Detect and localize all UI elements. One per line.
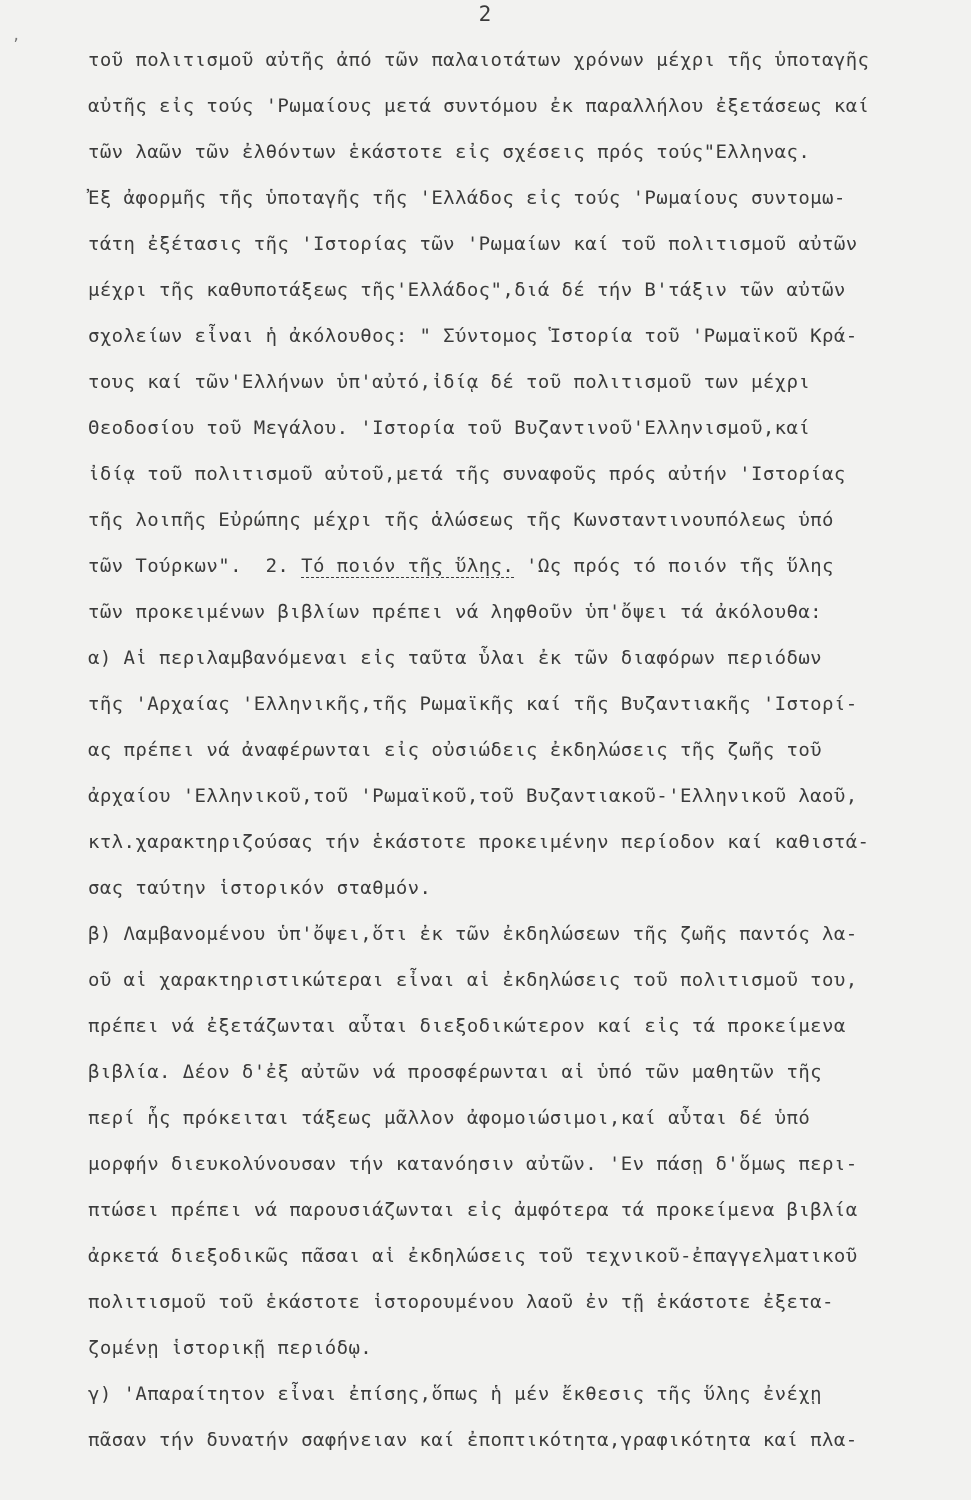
text-line: κτλ.χαρακτηριζούσας τήν ἑκάστοτε προκειμένην περίοδον καί καθιστά-: [88, 831, 870, 853]
text-line: τῶν προκειμένων βιβλίων πρέπει νά ληφθοῦν ὑπ'ὄψει τά ἀκόλουθα:: [88, 601, 823, 623]
text-line: σας ταύτην ἱστορικόν σταθμόν.: [88, 877, 432, 899]
text-line: σχολείων εἶναι ἡ ἀκόλουθος: " Σύντομος Ἱστορία τοῦ 'Ρωμαϊκοῦ Κρά-: [88, 325, 858, 347]
text-line: τῆς 'Αρχαίας 'Ελληνικῆς,τῆς Ρωμαϊκῆς καί τῆς Βυζαντιακῆς 'Ιστορί-: [88, 693, 858, 715]
text-line: β) Λαμβανομένου ὑπ'ὄψει,ὅτι ἐκ τῶν ἐκδηλώσεων τῆς ζωῆς παντός λα-: [88, 923, 858, 945]
page-number: 2: [478, 2, 493, 26]
text-line: Ἐξ ἀφορμῆς τῆς ὑποταγῆς τῆς 'Ελλάδος εἰς τούς 'Ρωμαίους συντομω-: [88, 187, 846, 209]
text-line: ἀρκετά διεξοδικῶς πᾶσαι αἱ ἐκδηλώσεις τοῦ τεχνικοῦ-ἐπαγγελματικοῦ: [88, 1245, 858, 1267]
text-line: τους καί τῶν'Ελλήνων ὑπ'αὐτό,ἰδίᾳ δέ τοῦ πολιτισμοῦ των μέχρι: [88, 371, 811, 393]
section-heading: Τό ποιόν τῆς ὕλης.: [301, 555, 515, 577]
corner-mark: ,: [12, 28, 21, 44]
text-line: α) Αἱ περιλαμβανόμεναι εἰς ταῦτα ὗλαι ἐκ τῶν διαφόρων περιόδων: [88, 647, 823, 669]
text-line: αὐτῆς εἰς τούς 'Ρωμαίους μετά συντόμου ἐκ παραλλήλου ἐξετάσεως καί: [88, 95, 870, 117]
text-line: ζομένῃ ἱστορικῇ περιόδῳ.: [88, 1337, 373, 1359]
text-line: τοῦ πολιτισμοῦ αὐτῆς ἀπό τῶν παλαιοτάτων χρόνων μέχρι τῆς ὑποταγῆς: [88, 49, 870, 71]
text-line: πτώσει πρέπει νά παρουσιάζωνται εἰς ἀμφότερα τά προκείμενα βιβλία: [88, 1199, 858, 1221]
text-line: τάτη ἐξέτασις τῆς 'Ιστορίας τῶν 'Ρωμαίων καί τοῦ πολιτισμοῦ αὐτῶν: [88, 233, 858, 255]
text-line: μορφήν διευκολύνουσαν τήν κατανόησιν αὐτῶν. 'Εν πάσῃ δ'ὅμως περι-: [88, 1153, 858, 1175]
text-line: τῶν λαῶν τῶν ἐλθόντων ἑκάστοτε εἰς σχέσεις πρός τούς"Ελληνας.: [88, 141, 811, 163]
text-line-with-heading: τῶν Τούρκων". 2. Τό ποιόν τῆς ὕλης. 'Ως πρός τό ποιόν τῆς ὕλης: [88, 555, 834, 577]
text-line: ας πρέπει νά ἀναφέρωνται εἰς οὐσιώδεις ἐκδηλώσεις τῆς ζωῆς τοῦ: [88, 739, 823, 761]
text-line: περί ἧς πρόκειται τάξεως μᾶλλον ἀφομοιώσιμοι,καί αὗται δέ ὑπό: [88, 1107, 811, 1129]
text-line: τῆς λοιπῆς Εὐρώπης μέχρι τῆς ἁλώσεως τῆς Κωνσταντινουπόλεως ὑπό: [88, 509, 834, 531]
text-line: γ) 'Απαραίτητον εἶναι ἐπίσης,ὅπως ἡ μέν ἔκθεσις τῆς ὕλης ἐνέχῃ: [88, 1383, 823, 1405]
text-line: Θεοδοσίου τοῦ Μεγάλου. 'Ιστορία τοῦ Βυζαντινοῦ'Ελληνισμοῦ,καί: [88, 417, 811, 439]
text-line: ἀρχαίου 'Ελληνικοῦ,τοῦ 'Ρωμαϊκοῦ,τοῦ Βυζαντιακοῦ-'Ελληνικοῦ λαοῦ,: [88, 785, 858, 807]
typewritten-body: [88, 37, 958, 1463]
text-line: πρέπει νά ἐξετάζωνται αὗται διεξοδικώτερον καί εἰς τά προκείμενα: [88, 1015, 846, 1037]
text-line: ἰδίᾳ τοῦ πολιτισμοῦ αὐτοῦ,μετά τῆς συναφοῦς πρός αὐτήν 'Ιστορίας: [88, 463, 846, 485]
text-line: πολιτισμοῦ τοῦ ἑκάστοτε ἱστορουμένου λαοῦ ἐν τῇ ἑκάστοτε ἐξετα-: [88, 1291, 834, 1313]
text-line: οῦ αἱ χαρακτηριστικώτεραι εἶναι αἱ ἐκδηλώσεις τοῦ πολιτισμοῦ του,: [88, 969, 858, 991]
text-line: βιβλία. Δέον δ'ἐξ αὐτῶν νά προσφέρωνται αἱ ὑπό τῶν μαθητῶν τῆς: [88, 1061, 823, 1083]
text-line: μέχρι τῆς καθυποτάξεως τῆς'Ελλάδος",διά δέ τήν Β'τάξιν τῶν αὐτῶν: [88, 279, 846, 301]
text-line: πᾶσαν τήν δυνατήν σαφήνειαν καί ἐποπτικότητα,γραφικότητα καί πλα-: [88, 1429, 858, 1451]
